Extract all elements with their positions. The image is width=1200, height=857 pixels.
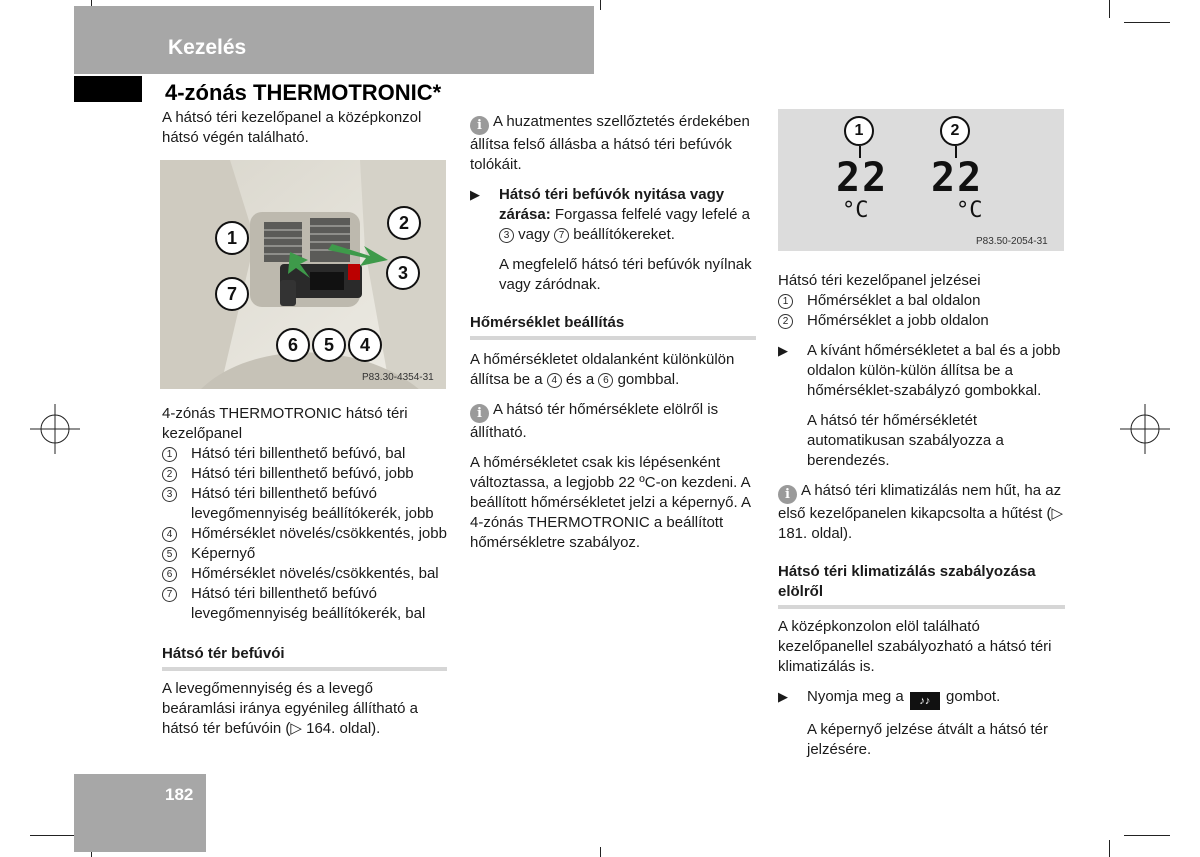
- step: [778, 687, 1065, 710]
- item-number: 1: [778, 294, 793, 309]
- step-text: gombot.: [946, 688, 1001, 705]
- front-text: A középkonzolon elöl található kezelőpanellel szabályozható a hátsó téri klimatizálás is.: [778, 618, 1052, 675]
- info-note: [778, 481, 1065, 544]
- right-temperature: 22: [931, 155, 984, 201]
- list-item: [162, 564, 447, 584]
- list-item: [162, 524, 447, 544]
- header-band: [74, 6, 594, 74]
- crop-mark: [30, 835, 76, 836]
- step-text: Nyomja meg a: [807, 688, 904, 705]
- list-item: [162, 584, 447, 624]
- rear-climate-button-icon: ♪♪: [910, 692, 940, 710]
- info-icon: i: [470, 404, 489, 423]
- list-item: [778, 311, 1065, 331]
- info-note: [470, 112, 756, 175]
- crop-mark: [1124, 22, 1170, 23]
- crop-mark: [1124, 835, 1170, 836]
- crop-mark: [1109, 840, 1110, 857]
- item-number: 6: [598, 373, 613, 388]
- list-item-text: Képernyő: [191, 545, 256, 562]
- crop-mark: [600, 847, 601, 857]
- info-icon: i: [470, 116, 489, 135]
- section-heading: Hátsó tér befúvói: [162, 644, 447, 671]
- info-text: A hátsó tér hőmérséklete elölről is állítható.: [470, 401, 719, 441]
- crop-mark: [1109, 0, 1110, 18]
- callout-4: 4: [348, 328, 382, 362]
- list-item-text: Hőmérséklet a jobb oldalon: [807, 312, 989, 329]
- list-item-text: Hőmérséklet növelés/csökkentés, bal: [191, 565, 439, 582]
- list-item: [162, 464, 447, 484]
- photo-code: P83.30-4354-31: [362, 372, 434, 383]
- item-number: 5: [162, 547, 177, 562]
- item-number: 4: [162, 527, 177, 542]
- list-item-text: Hátsó téri billenthető befúvó, jobb: [191, 465, 414, 482]
- section-title: Kezelés: [168, 36, 247, 59]
- item-number: 3: [162, 487, 177, 502]
- step-text: Forgassa felfelé vagy lefelé a: [554, 206, 750, 223]
- column-right: [778, 271, 1065, 760]
- arrow-right-icon: ▶: [470, 187, 480, 202]
- list-item: [778, 291, 1065, 311]
- left-unit: °C: [842, 198, 869, 223]
- list-item-text: Hátsó téri billenthető befúvó levegőmennyiség beállítókerék, bal: [191, 585, 426, 622]
- callout-7: 7: [215, 277, 249, 311]
- step-result: A megfelelő hátsó téri befúvók nyílnak vagy záródnak.: [499, 256, 752, 293]
- info-text: A hátsó téri klimatizálás nem hűt, ha az első kezelőpanelen kikapcsolta a hűtést (▷ 181. oldal).: [778, 482, 1064, 542]
- registration-mark: [1120, 404, 1170, 454]
- list-item-text: Hátsó téri billenthető befúvó levegőmennyiség beállítókerék, jobb: [191, 485, 434, 522]
- arrow-right-icon: ▶: [778, 689, 788, 704]
- list-item-text: Hőmérséklet a bal oldalon: [807, 292, 981, 309]
- list-item: [162, 444, 447, 464]
- callout-5: 5: [312, 328, 346, 362]
- list-item-text: Hátsó téri billenthető befúvó, bal: [191, 445, 406, 462]
- step-result: A képernyő jelzése átvált a hátsó tér jelzésére.: [807, 721, 1048, 758]
- page-title: 4-zónás THERMOTRONIC*: [165, 80, 442, 105]
- control-panel-photo: [160, 160, 446, 389]
- item-number: 2: [778, 314, 793, 329]
- item-number: 6: [162, 567, 177, 582]
- display-code: P83.50-2054-31: [976, 236, 1048, 247]
- callout-6: 6: [276, 328, 310, 362]
- step-result: A hátsó tér hőmérsékletét automatikusan szabályozza a berendezés.: [807, 412, 1004, 469]
- page-number: 182: [165, 785, 194, 804]
- vents-text: A levegőmennyiség és a levegő beáramlási iránya egyénileg állítható a hátsó tér befúvóin (▷ 164. oldal).: [162, 680, 418, 737]
- item-number: 4: [547, 373, 562, 388]
- registration-mark: [30, 404, 80, 454]
- left-temperature: 22: [836, 155, 889, 201]
- info-note: [470, 400, 756, 443]
- info-icon: i: [778, 485, 797, 504]
- item-number: 7: [162, 587, 177, 602]
- right-unit: °C: [956, 198, 983, 223]
- intro-text: A hátsó téri kezelőpanel a középkonzol hátsó végén található.: [162, 109, 422, 146]
- temp-text: A hőmérsékletet oldalanként különkülön állítsa be a 4 és a 6 gombbal.: [470, 351, 735, 388]
- step-title: Hátsó téri befúvók nyitása vagy zárása:: [499, 186, 725, 223]
- callout-1: 1: [844, 116, 874, 146]
- item-number: 1: [162, 447, 177, 462]
- arrow-right-icon: ▶: [778, 343, 788, 358]
- callout-1: 1: [215, 221, 249, 255]
- column-middle: [470, 112, 756, 553]
- section-heading: Hátsó téri klimatizálás szabályozása elölről: [778, 562, 1065, 609]
- display-caption: Hátsó téri kezelőpanel jelzései: [778, 272, 981, 289]
- info-text: A huzatmentes szellőztetés érdekében állítsa felső állásba a hátsó téri befúvók tolókáit.: [470, 113, 750, 173]
- photo-caption: 4-zónás THERMOTRONIC hátsó téri kezelőpanel: [162, 405, 408, 442]
- callout-3: 3: [386, 256, 420, 290]
- item-number: 2: [162, 467, 177, 482]
- step: [778, 341, 1065, 401]
- list-item: [162, 484, 447, 524]
- chapter-tab: [74, 76, 142, 102]
- step-text: vagy: [518, 226, 550, 243]
- step-text: beállítókereket.: [573, 226, 675, 243]
- temp-paragraph: A hőmérsékletet csak kis lépésenként változtassa, a legjobb 22 ºC-on kezdeni. A beállított hőmérsékletet jelzi a képernyő. A 4-zónás THERMOTRONIC a beállított hőmérsékletre szabályoz.: [470, 454, 751, 551]
- list-item: [162, 544, 447, 564]
- step: [470, 185, 756, 245]
- list-item-text: Hőmérséklet növelés/csökkentés, jobb: [191, 525, 447, 542]
- callout-2: 2: [940, 116, 970, 146]
- step-text: A kívánt hőmérsékletet a bal és a jobb oldalon külön-külön állítsa be a hőmérséklet-szabályzó gombokkal.: [807, 342, 1061, 399]
- item-number: 7: [554, 228, 569, 243]
- crop-mark: [600, 0, 601, 10]
- section-heading: Hőmérséklet beállítás: [470, 313, 756, 340]
- display-figure: [778, 109, 1064, 251]
- callout-2: 2: [387, 206, 421, 240]
- column-left-lower: [162, 404, 447, 739]
- item-number: 3: [499, 228, 514, 243]
- column-left: [162, 108, 447, 148]
